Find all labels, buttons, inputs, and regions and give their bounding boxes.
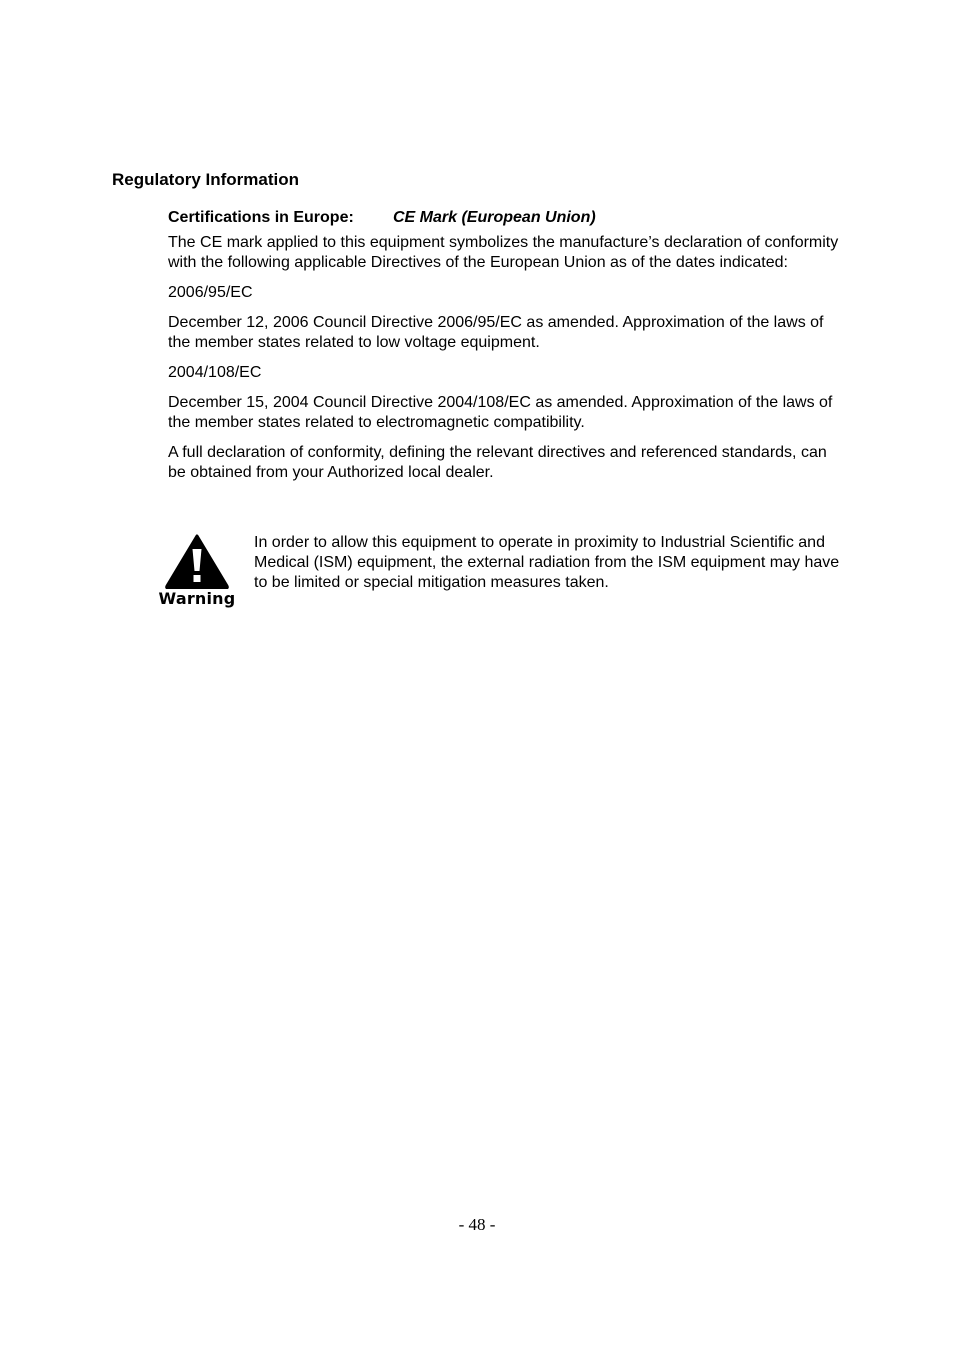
warning-triangle-icon <box>155 533 239 611</box>
directive-code-lvd: 2006/95/EC <box>168 284 253 301</box>
warning-triangle-graphic <box>155 533 239 589</box>
page-number: - 48 - <box>458 1215 496 1234</box>
regulatory-content <box>168 208 848 493</box>
directive-description-emc: December 15, 2004 Council Directive 2004/108/EC as amended. Approximation of the laws of the member states related to electromagnetic compatibility. <box>168 394 833 431</box>
directive-description-lvd: December 12, 2006 Council Directive 2006/95/EC as amended. Approximation of the laws of the member states related to low voltage equipment. <box>168 314 824 351</box>
declaration-paragraph: A full declaration of conformity, defining the relevant directives and referenced standards, can be obtained from your Authorized local dealer. <box>168 444 827 481</box>
warning-notice <box>155 533 855 613</box>
certification-mark: CE Mark (European Union) <box>393 209 596 226</box>
directive-code-emc: 2004/108/EC <box>168 364 262 381</box>
section-heading: Regulatory Information <box>112 170 300 189</box>
warning-text: In order to allow this equipment to operate in proximity to Industrial Scientific and Medical (ISM) equipment, the external radiation from the ISM equipment may have to be limited or special mitigation measures taken. <box>254 534 840 591</box>
warning-icon-label: Warning <box>158 589 236 608</box>
intro-paragraph: The CE mark applied to this equipment symbolizes the manufacture’s declaration of conformity with the following applicable Directives of the European Union as of the dates indicated: <box>168 234 839 271</box>
certification-label: Certifications in Europe: <box>168 209 354 226</box>
certification-line <box>168 208 848 228</box>
